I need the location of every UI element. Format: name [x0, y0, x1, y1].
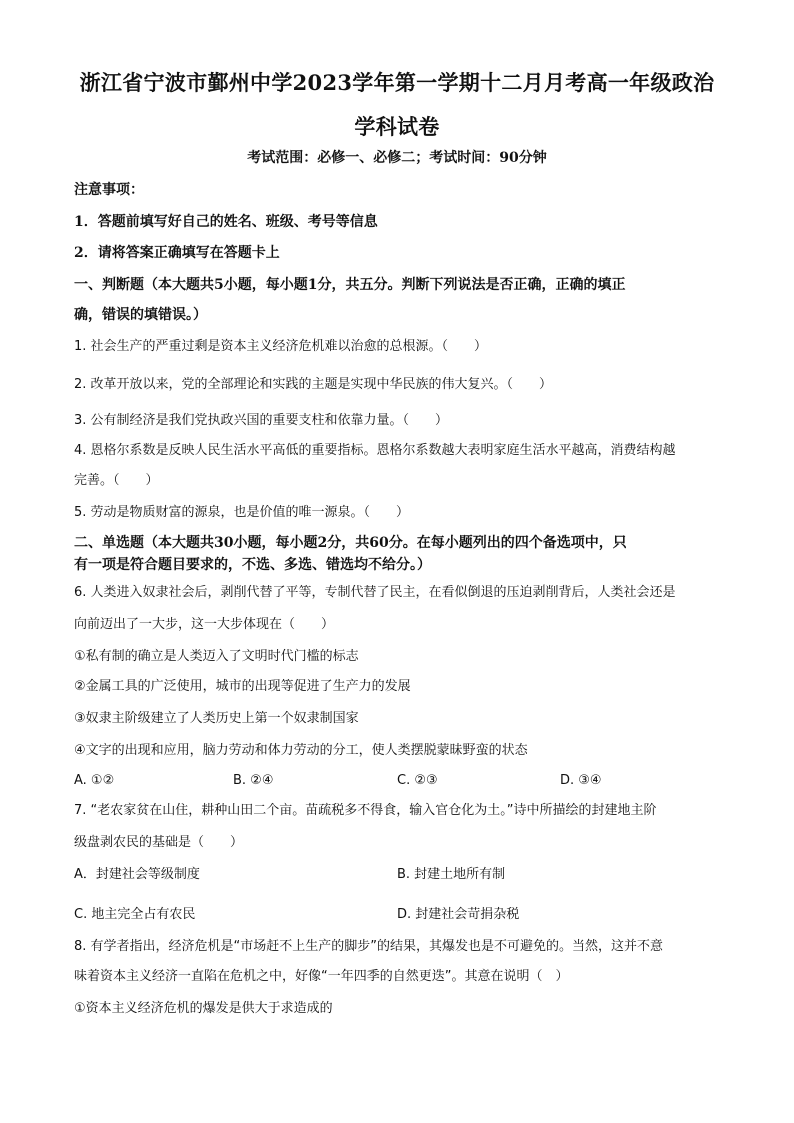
exam-title-line1: 浙江省宁波市鄞州中学2023学年第一学期十二月月考高一年级政治: [79, 70, 715, 95]
question-6-statement-1: ①私有制的确立是人类迈入了文明时代门槛的标志: [74, 649, 359, 664]
question-8-statement-1: ①资本主义经济危机的爆发是供大于求造成的: [74, 1001, 333, 1016]
section2-heading-cont: 有一项是符合题目要求的，不选、多选、错选均不给分。）: [74, 557, 431, 573]
question-6-option-b: B. ②④: [233, 773, 274, 788]
question-7-option-a: A．封建社会等级制度: [74, 867, 200, 882]
question-6-option-c: C. ②③: [397, 773, 438, 788]
exam-title-line2: 学科试卷: [354, 114, 440, 139]
question-7: 7. “老农家贫在山住，耕种山田二个亩。苗疏税多不得食，输入官仓化为土。”诗中所描绘的封建地主阶: [74, 803, 657, 818]
question-5: 5. 劳动是物质财富的源泉，也是价值的唯一源泉。（ ）: [74, 505, 410, 520]
question-7-cont: 级盘剥农民的基础是（ ）: [74, 835, 244, 850]
section2-heading: 二、单选题（本大题共30小题，每小题2分，共60分。在每小题列出的四个备选项中，只: [74, 535, 627, 551]
question-8: 8. 有学者指出，经济危机是“市场赶不上生产的脚步”的结果，其爆发也是不可避免的。当然，这并不意: [74, 939, 664, 954]
question-6-cont: 向前迈出了一大步，这一大步体现在（ ）: [74, 617, 335, 632]
question-4-cont: 完善。（ ）: [74, 473, 159, 488]
question-6-option-a: A. ①②: [74, 773, 115, 788]
notice-item-2: 2．请将答案正确填写在答题卡上: [74, 245, 280, 261]
question-2: 2. 改革开放以来，党的全部理论和实践的主题是实现中华民族的伟大复兴。（ ）: [74, 377, 553, 392]
question-6: 6. 人类进入奴隶社会后，剥削代替了平等，专制代替了民主，在看似倒退的压迫剥削背后，人类社会还是: [74, 585, 676, 600]
question-4: 4. 恩格尔系数是反映人民生活水平高低的重要指标。恩格尔系数越大表明家庭生活水平越高，消费结构越: [74, 443, 676, 458]
question-1: 1. 社会生产的严重过剩是资本主义经济危机难以治愈的总根源。（ ）: [74, 339, 488, 354]
question-7-option-d: D. 封建社会苛捐杂税: [397, 907, 520, 922]
exam-scope: 考试范围：必修一、必修二；考试时间：90分钟: [247, 150, 547, 166]
section1-heading-cont: 确，错误的填错误。）: [74, 307, 207, 323]
section1-heading: 一、判断题（本大题共5小题，每小题1分，共五分。判断下列说法是否正确，正确的填正: [74, 277, 626, 293]
question-6-statement-4: ④文字的出现和应用，脑力劳动和体力劳动的分工，使人类摆脱蒙昧野蛮的状态: [74, 743, 528, 758]
question-3: 3. 公有制经济是我们党执政兴国的重要支柱和依靠力量。（ ）: [74, 413, 449, 428]
question-7-option-c: C. 地主完全占有农民: [74, 907, 196, 922]
question-6-statement-2: ②金属工具的广泛使用，城市的出现等促进了生产力的发展: [74, 679, 411, 694]
notice-heading: 注意事项：: [74, 182, 144, 198]
notice-item-1: 1．答题前填写好自己的姓名、班级、考号等信息: [74, 214, 378, 230]
question-6-option-d: D. ③④: [560, 773, 602, 788]
question-7-option-b: B. 封建土地所有制: [397, 867, 506, 882]
question-6-statement-3: ③奴隶主阶级建立了人类历史上第一个奴隶制国家: [74, 711, 359, 726]
question-8-cont: 味着资本主义经济一直陷在危机之中，好像“一年四季的自然更迭”。其意在说明（ ）: [74, 969, 569, 984]
